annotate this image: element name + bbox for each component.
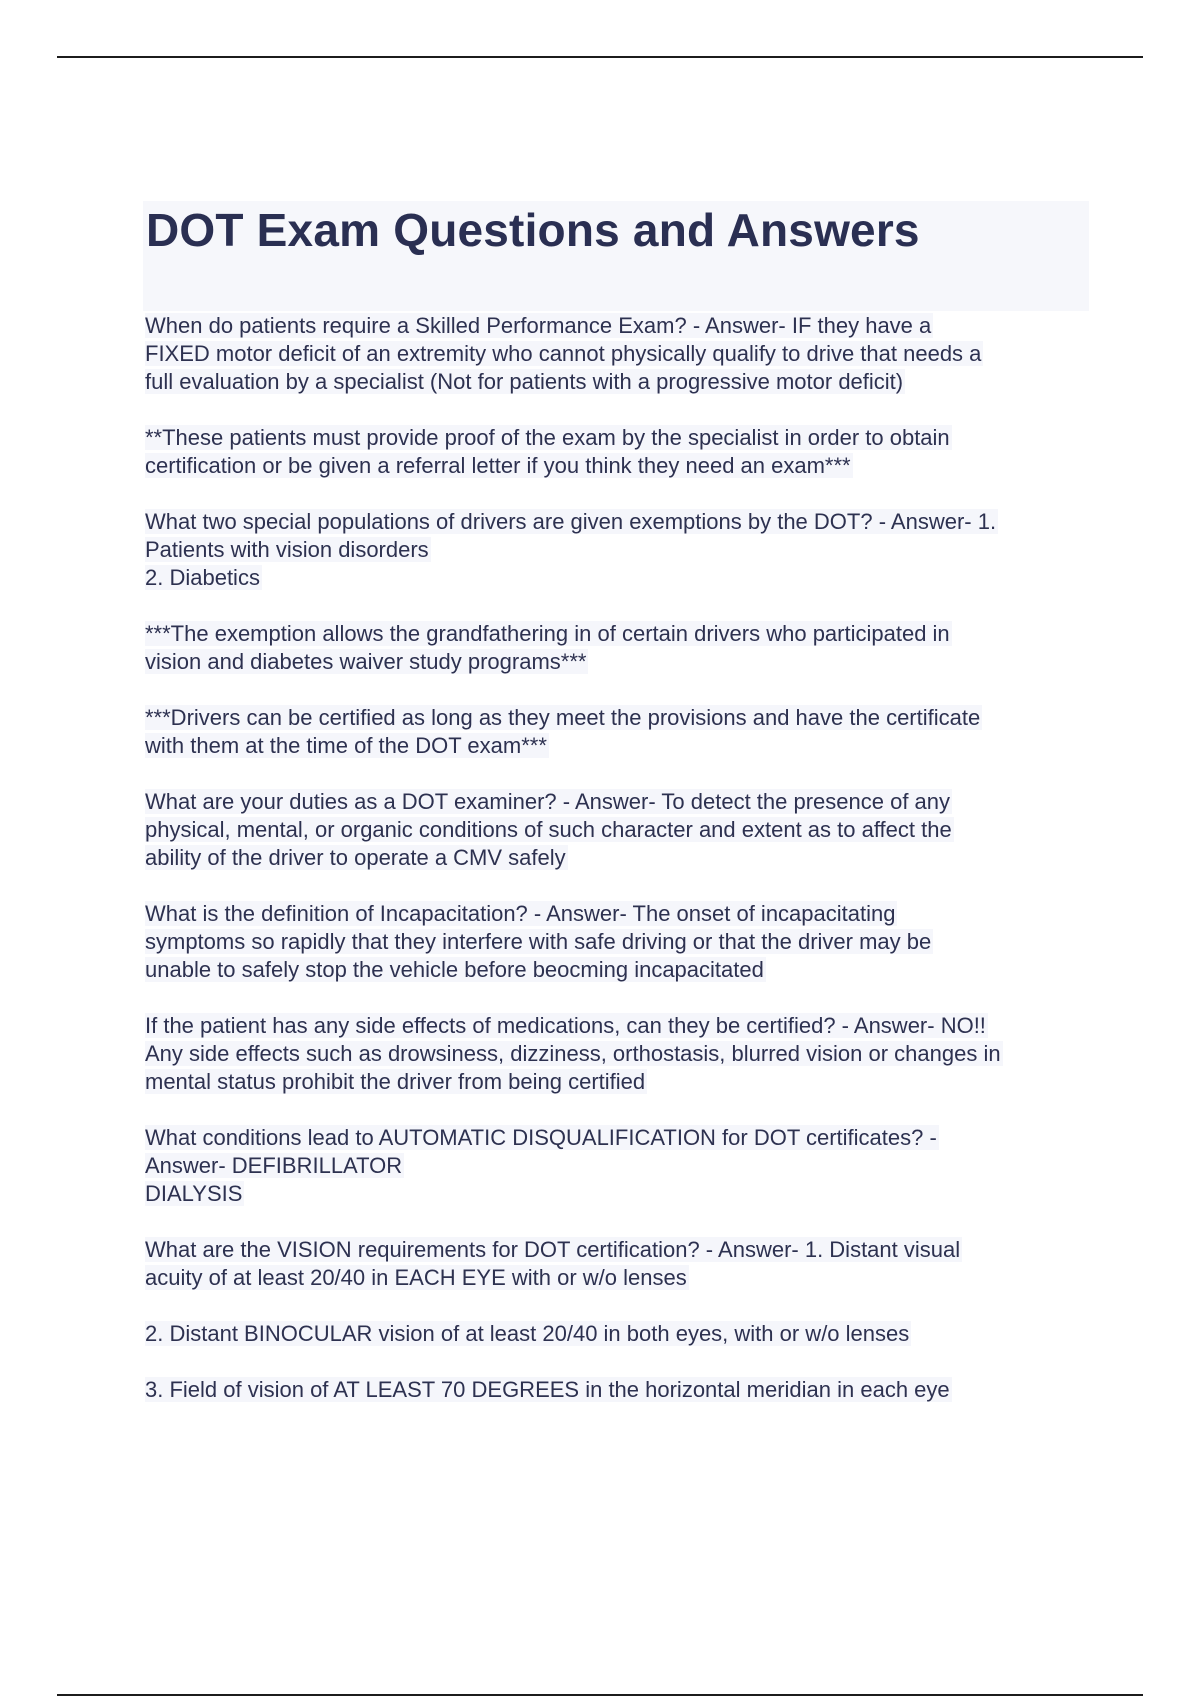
- paragraph: [145, 704, 1095, 760]
- paragraph: [145, 1012, 1095, 1096]
- paragraph: [145, 1320, 1095, 1348]
- text-line: unable to safely stop the vehicle before beocming incapacitated: [145, 957, 764, 982]
- text-line: Answer- DEFIBRILLATOR: [145, 1153, 403, 1178]
- text-line: ability of the driver to operate a CMV safely: [145, 845, 566, 870]
- text-line: What are the VISION requirements for DOT certification? - Answer- 1. Distant visual: [145, 1237, 961, 1262]
- paragraph: [145, 620, 1095, 676]
- paragraph: [145, 312, 1095, 396]
- text-line: ***Drivers can be certified as long as they meet the provisions and have the certificate: [145, 705, 981, 730]
- text-line: symptoms so rapidly that they interfere with safe driving or that the driver may be: [145, 929, 932, 954]
- text-line: 2. Distant BINOCULAR vision of at least 20/40 in both eyes, with or w/o lenses: [145, 1321, 910, 1346]
- paragraph: [145, 508, 1095, 592]
- paragraph: [145, 788, 1095, 872]
- text-line: with them at the time of the DOT exam***: [145, 733, 547, 758]
- paragraph: [145, 424, 1095, 480]
- text-line: physical, mental, or organic conditions of such character and extent as to affect the: [145, 817, 952, 842]
- text-line: What conditions lead to AUTOMATIC DISQUALIFICATION for DOT certificates? -: [145, 1125, 937, 1150]
- paragraph: [145, 900, 1095, 984]
- text-line: **These patients must provide proof of the exam by the specialist in order to obtain: [145, 425, 950, 450]
- text-line: acuity of at least 20/40 in EACH EYE with or w/o lenses: [145, 1265, 687, 1290]
- text-line: mental status prohibit the driver from being certified: [145, 1069, 646, 1094]
- paragraph: [145, 1124, 1095, 1208]
- text-line: What two special populations of drivers are given exemptions by the DOT? - Answer- 1.: [145, 509, 997, 534]
- text-line: ***The exemption allows the grandfathering in of certain drivers who participated in: [145, 621, 950, 646]
- text-line: DIALYSIS: [145, 1181, 243, 1206]
- paragraph: [145, 1376, 1095, 1404]
- bottom-rule: [57, 1694, 1143, 1696]
- text-line: 2. Diabetics: [145, 565, 260, 590]
- text-line: If the patient has any side effects of medications, can they be certified? - Answer- NO!!: [145, 1013, 986, 1038]
- text-line: vision and diabetes waiver study programs***: [145, 649, 587, 674]
- text-line: 3. Field of vision of AT LEAST 70 DEGREES in the horizontal meridian in each eye: [145, 1377, 950, 1402]
- text-line: Patients with vision disorders: [145, 537, 429, 562]
- text-line: certification or be given a referral letter if you think they need an exam***: [145, 453, 851, 478]
- paragraph: [145, 1236, 1095, 1292]
- top-rule: [57, 56, 1143, 58]
- text-line: FIXED motor deficit of an extremity who cannot physically qualify to drive that needs a: [145, 341, 982, 366]
- text-line: full evaluation by a specialist (Not for patients with a progressive motor deficit): [145, 369, 904, 394]
- text-line: What are your duties as a DOT examiner? - Answer- To detect the presence of any: [145, 789, 951, 814]
- page-title: DOT Exam Questions and Answers: [146, 204, 920, 256]
- text-line: When do patients require a Skilled Performance Exam? - Answer- IF they have a: [145, 313, 932, 338]
- text-line: Any side effects such as drowsiness, dizziness, orthostasis, blurred vision or changes in: [145, 1041, 1001, 1066]
- document-body: [145, 312, 1095, 1432]
- text-line: What is the definition of Incapacitation? - Answer- The onset of incapacitating: [145, 901, 896, 926]
